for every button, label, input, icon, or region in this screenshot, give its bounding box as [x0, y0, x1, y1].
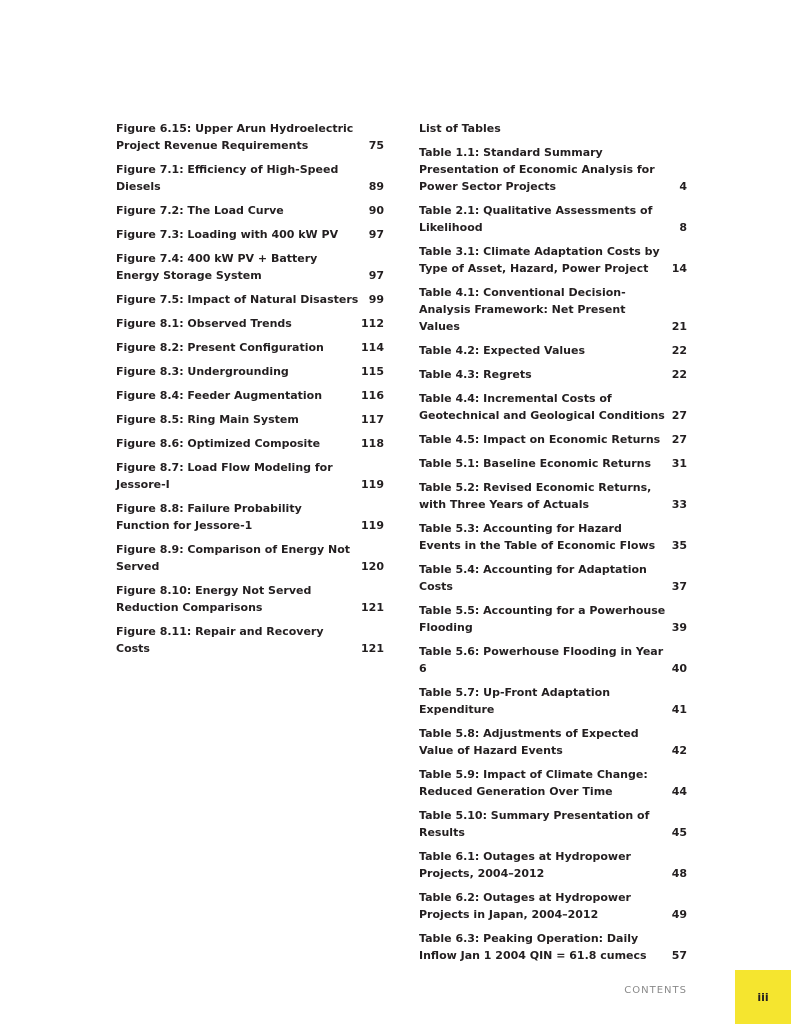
toc-entry[interactable] [419, 561, 687, 595]
toc-entry-title: Table 5.6: Powerhouse Flooding in Year 6 [419, 645, 664, 675]
toc-entry-page: 8 [679, 221, 687, 234]
toc-entry[interactable] [419, 479, 687, 513]
toc-entry[interactable] [116, 315, 384, 332]
toc-entry[interactable] [116, 411, 384, 428]
toc-entry[interactable] [116, 291, 384, 308]
toc-entry[interactable] [116, 339, 384, 356]
toc-entry-title: Figure 7.4: 400 kW PV + Battery Energy Storage System [116, 252, 318, 282]
toc-entry-page: 21 [671, 320, 687, 333]
toc-entry[interactable] [419, 725, 687, 759]
toc-entry-title: Figure 8.2: Present Configuration [116, 341, 324, 354]
toc-entry[interactable] [419, 342, 687, 359]
toc-entry-page: 22 [671, 368, 687, 381]
toc-entry-title: Figure 7.1: Efficiency of High-Speed Diesels [116, 163, 339, 193]
toc-entry-title: Table 5.2: Revised Economic Returns, with Three Years of Actuals [419, 481, 652, 511]
toc-entry[interactable] [116, 435, 384, 452]
toc-entry-title: Table 3.1: Climate Adaptation Costs by Type of Asset, Hazard, Power Project [419, 245, 660, 275]
toc-entry-page: 4 [679, 180, 687, 193]
toc-entry-title: Table 1.1: Standard Summary Presentation of Economic Analysis for Power Sector Projects [419, 146, 655, 193]
toc-entry-page: 14 [671, 262, 687, 275]
toc-entry-page: 39 [671, 621, 687, 634]
toc-entry-page: 97 [368, 269, 384, 282]
toc-entry[interactable] [419, 390, 687, 424]
toc-entry-page: 57 [671, 949, 687, 962]
toc-entry-page: 90 [368, 204, 384, 217]
toc-entry-title: Table 5.7: Up-Front Adaptation Expenditure [419, 686, 611, 716]
toc-entry-page: 89 [368, 180, 384, 193]
toc-entry[interactable] [419, 684, 687, 718]
toc-entry-page: 48 [671, 867, 687, 880]
toc-entry-title: Table 4.5: Impact on Economic Returns [419, 433, 661, 446]
toc-entry[interactable] [419, 520, 687, 554]
toc-entry-page: 112 [361, 317, 384, 330]
toc-entry[interactable] [116, 387, 384, 404]
toc-entry-title: Figure 8.6: Optimized Composite [116, 437, 321, 450]
toc-entry-page: 121 [361, 601, 384, 614]
toc-entry-list-left [116, 120, 384, 657]
toc-entry-page: 119 [361, 478, 384, 491]
toc-entry[interactable] [116, 161, 384, 195]
toc-entry[interactable] [419, 243, 687, 277]
toc-entry[interactable] [116, 582, 384, 616]
toc-entry-page: 117 [361, 413, 384, 426]
toc-entry-title: Figure 8.8: Failure Probability Function for Jessore-1 [116, 502, 302, 532]
toc-entry-title: Figure 7.5: Impact of Natural Disasters [116, 293, 359, 306]
footer-section-label: CONTENTS [624, 985, 687, 996]
toc-entry-page: 99 [368, 293, 384, 306]
toc-entry-title: Figure 8.11: Repair and Recovery Costs [116, 625, 324, 655]
toc-entry-title: Table 5.5: Accounting for a Powerhouse Flooding [419, 604, 666, 634]
page-number-tab [735, 970, 791, 1024]
toc-entry[interactable] [419, 455, 687, 472]
toc-entry-title: Figure 7.2: The Load Curve [116, 204, 284, 217]
toc-entry-page: 44 [671, 785, 687, 798]
toc-entry-title: Figure 8.9: Comparison of Energy Not Served [116, 543, 351, 573]
toc-entry-title: Table 4.2: Expected Values [419, 344, 585, 357]
toc-entry[interactable] [419, 766, 687, 800]
toc-entry[interactable] [116, 250, 384, 284]
toc-entry[interactable] [116, 500, 384, 534]
toc-entry-title: Figure 8.10: Energy Not Served Reduction Comparisons [116, 584, 312, 614]
toc-entry-title: Table 4.3: Regrets [419, 368, 532, 381]
toc-entry-title: Figure 8.1: Observed Trends [116, 317, 292, 330]
list-of-tables-heading: List of Tables [419, 122, 501, 135]
toc-entry-title: Figure 6.15: Upper Arun Hydroelectric Project Revenue Requirements [116, 122, 354, 152]
toc-entry[interactable] [419, 366, 687, 383]
toc-entry-page: 121 [361, 642, 384, 655]
toc-entry-title: Table 2.1: Qualitative Assessments of Likelihood [419, 204, 653, 234]
toc-entry-title: Table 4.4: Incremental Costs of Geotechnical and Geological Conditions [419, 392, 665, 422]
toc-entry-page: 27 [671, 433, 687, 446]
toc-entry-title: Table 5.9: Impact of Climate Change: Reduced Generation Over Time [419, 768, 648, 798]
toc-entry[interactable] [419, 930, 687, 964]
toc-entry[interactable] [419, 284, 687, 335]
toc-entry[interactable] [419, 848, 687, 882]
toc-entry-page: 37 [671, 580, 687, 593]
toc-entry[interactable] [116, 623, 384, 657]
toc-entry-page: 119 [361, 519, 384, 532]
toc-entry-page: 35 [671, 539, 687, 552]
toc-entry-page: 75 [368, 139, 384, 152]
toc-entry-page: 40 [671, 662, 687, 675]
toc-entry-title: Table 6.3: Peaking Operation: Daily Inflow Jan 1 2004 QIN = 61.8 cumecs [419, 932, 647, 962]
toc-entry-page: 116 [361, 389, 384, 402]
toc-entry-title: Figure 8.5: Ring Main System [116, 413, 299, 426]
toc-entry[interactable] [419, 889, 687, 923]
toc-entry-title: Table 5.10: Summary Presentation of Results [419, 809, 650, 839]
toc-entry[interactable] [116, 202, 384, 219]
toc-entry-title: Table 5.3: Accounting for Hazard Events in the Table of Economic Flows [419, 522, 656, 552]
toc-entry-page: 31 [671, 457, 687, 470]
toc-entry[interactable] [419, 602, 687, 636]
figures-list [116, 120, 384, 664]
page-number: iii [757, 990, 769, 1004]
toc-entry[interactable] [116, 226, 384, 243]
toc-entry[interactable] [116, 363, 384, 380]
toc-entry[interactable] [116, 541, 384, 575]
toc-entry-title: Table 6.1: Outages at Hydropower Projects, 2004–2012 [419, 850, 631, 880]
toc-entry-page: 41 [671, 703, 687, 716]
toc-entry[interactable] [419, 431, 687, 448]
toc-entry-title: Figure 8.3: Undergrounding [116, 365, 289, 378]
toc-entry-page: 114 [361, 341, 384, 354]
toc-entry-page: 42 [671, 744, 687, 757]
toc-entry[interactable] [116, 120, 384, 154]
toc-entry-page: 22 [671, 344, 687, 357]
toc-entry[interactable] [419, 144, 687, 195]
toc-entry[interactable] [419, 202, 687, 236]
tables-list [419, 120, 687, 971]
toc-entry-page: 33 [671, 498, 687, 511]
toc-entry-page: 45 [671, 826, 687, 839]
toc-entry-title: Table 6.2: Outages at Hydropower Projects in Japan, 2004–2012 [419, 891, 631, 921]
toc-entry-page: 118 [361, 437, 384, 450]
toc-entry[interactable] [419, 807, 687, 841]
toc-entry-page: 97 [368, 228, 384, 241]
toc-entry-title: Figure 8.4: Feeder Augmentation [116, 389, 323, 402]
toc-entry-page: 49 [671, 908, 687, 921]
toc-entry-title: Table 5.4: Accounting for Adaptation Costs [419, 563, 647, 593]
toc-entry-page: 27 [671, 409, 687, 422]
toc-entry-title: Figure 8.7: Load Flow Modeling for Jessore-I [116, 461, 333, 491]
toc-entry-title: Table 5.1: Baseline Economic Returns [419, 457, 652, 470]
toc-entry[interactable] [419, 643, 687, 677]
toc-entry-page: 115 [361, 365, 384, 378]
toc-entry-title: Table 5.8: Adjustments of Expected Value of Hazard Events [419, 727, 639, 757]
toc-entry-title: Figure 7.3: Loading with 400 kW PV [116, 228, 339, 241]
toc-entry[interactable] [116, 459, 384, 493]
toc-entry-title: Table 4.1: Conventional Decision-Analysis Framework: Net Present Values [419, 286, 626, 333]
toc-entry-list-right [419, 144, 687, 964]
toc-entry-page: 120 [361, 560, 384, 573]
